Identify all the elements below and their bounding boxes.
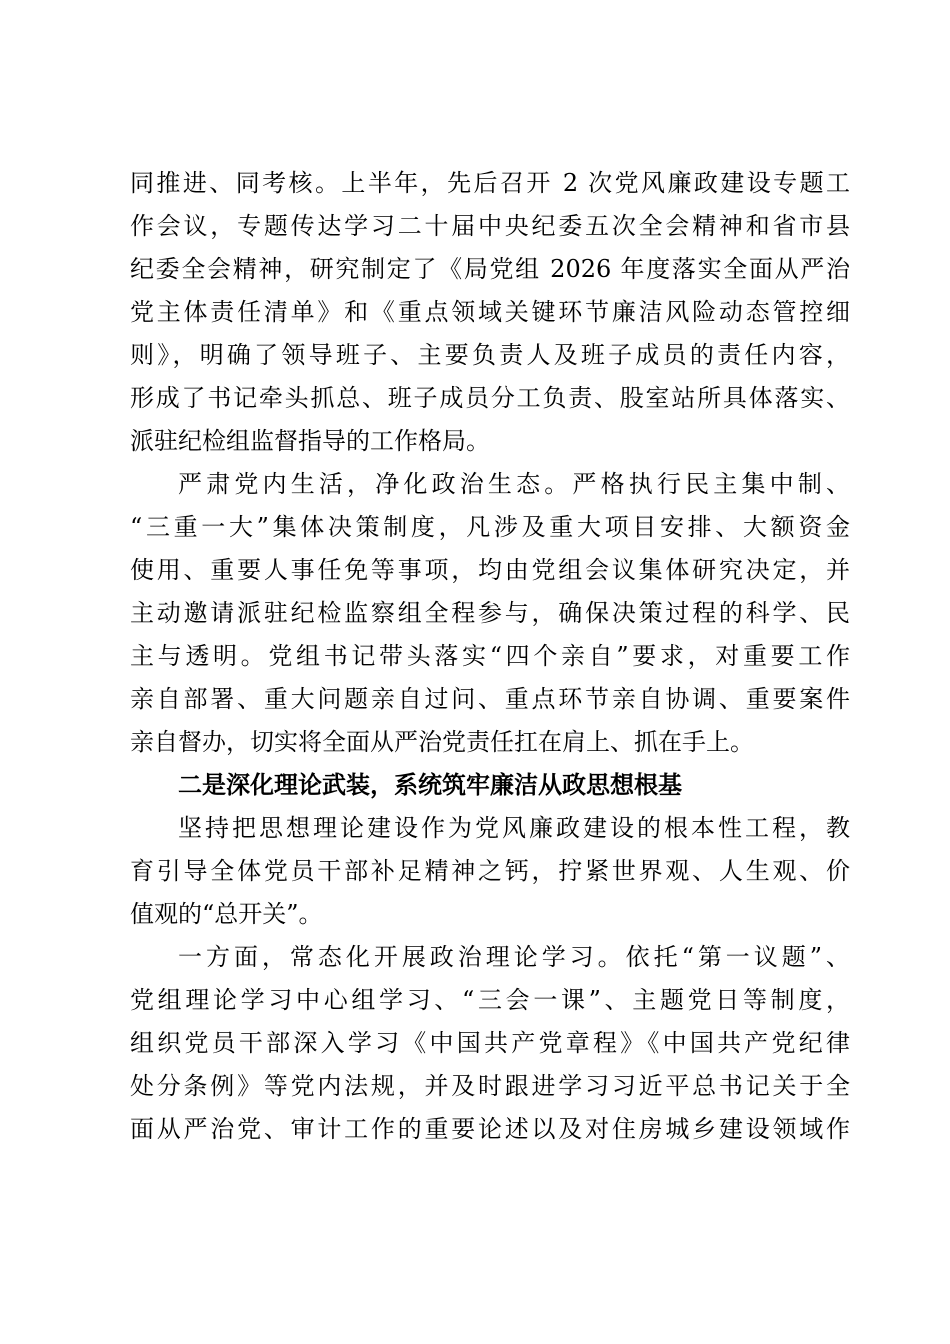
paragraph-line: 形成了书记牵头抓总、班子成员分工负责、股室站所具体落实、 bbox=[130, 384, 850, 412]
paragraph-line: 主与透明。党组书记带头落实“四个亲自”要求，对重要工作 bbox=[130, 642, 850, 670]
paragraph-line: 亲自部署、重大问题亲自过问、重点环节亲自协调、重要案件 bbox=[130, 685, 850, 713]
paragraph-line: 使用、重要人事任免等事项，均由党组会议集体研究决定，并 bbox=[130, 556, 850, 584]
paragraph-line: 育引导全体党员干部补足精神之钙，拧紧世界观、人生观、价 bbox=[130, 857, 850, 885]
paragraph-line: 纪委全会精神，研究制定了《局党组 2026 年度落实全面从严治 bbox=[130, 255, 850, 283]
paragraph-line: 派驻纪检组监督指导的工作格局。 bbox=[130, 427, 490, 455]
paragraph-line: 党组理论学习中心组学习、“三会一课”、主题党日等制度， bbox=[130, 986, 850, 1014]
paragraph-line: 亲自督办，切实将全面从严治党责任扛在肩上、抓在手上。 bbox=[130, 728, 754, 756]
paragraph-line: 值观的“总开关”。 bbox=[130, 900, 323, 928]
paragraph-line: 面从严治党、审计工作的重要论述以及对住房城乡建设领域作 bbox=[130, 1115, 850, 1143]
paragraph-line: 则》，明确了领导班子、主要负责人及班子成员的责任内容， bbox=[130, 341, 850, 369]
section-heading: 二是深化理论武装，系统筑牢廉洁从政思想根基 bbox=[178, 770, 682, 799]
paragraph-line: 一方面，常态化开展政治理论学习。依托“第一议题”、 bbox=[178, 943, 850, 971]
paragraph-line: 主动邀请派驻纪检监察组全程参与，确保决策过程的科学、民 bbox=[130, 599, 850, 627]
paragraph-line: 党主体责任清单》和《重点领域关键环节廉洁风险动态管控细 bbox=[130, 298, 850, 326]
paragraph-line: 严肃党内生活，净化政治生态。严格执行民主集中制、 bbox=[178, 470, 850, 498]
paragraph-line: 组织党员干部深入学习《中国共产党章程》《中国共产党纪律 bbox=[130, 1029, 850, 1057]
paragraph-line: 处分条例》等党内法规，并及时跟进学习习近平总书记关于全 bbox=[130, 1072, 850, 1100]
paragraph-line: 作会议，专题传达学习二十届中央纪委五次全会精神和省市县 bbox=[130, 212, 850, 240]
paragraph-line: 同推进、同考核。上半年，先后召开 2 次党风廉政建设专题工 bbox=[130, 169, 850, 197]
paragraph-line: 坚持把思想理论建设作为党风廉政建设的根本性工程，教 bbox=[178, 814, 850, 842]
paragraph-line: “三重一大”集体决策制度，凡涉及重大项目安排、大额资金 bbox=[130, 513, 850, 541]
